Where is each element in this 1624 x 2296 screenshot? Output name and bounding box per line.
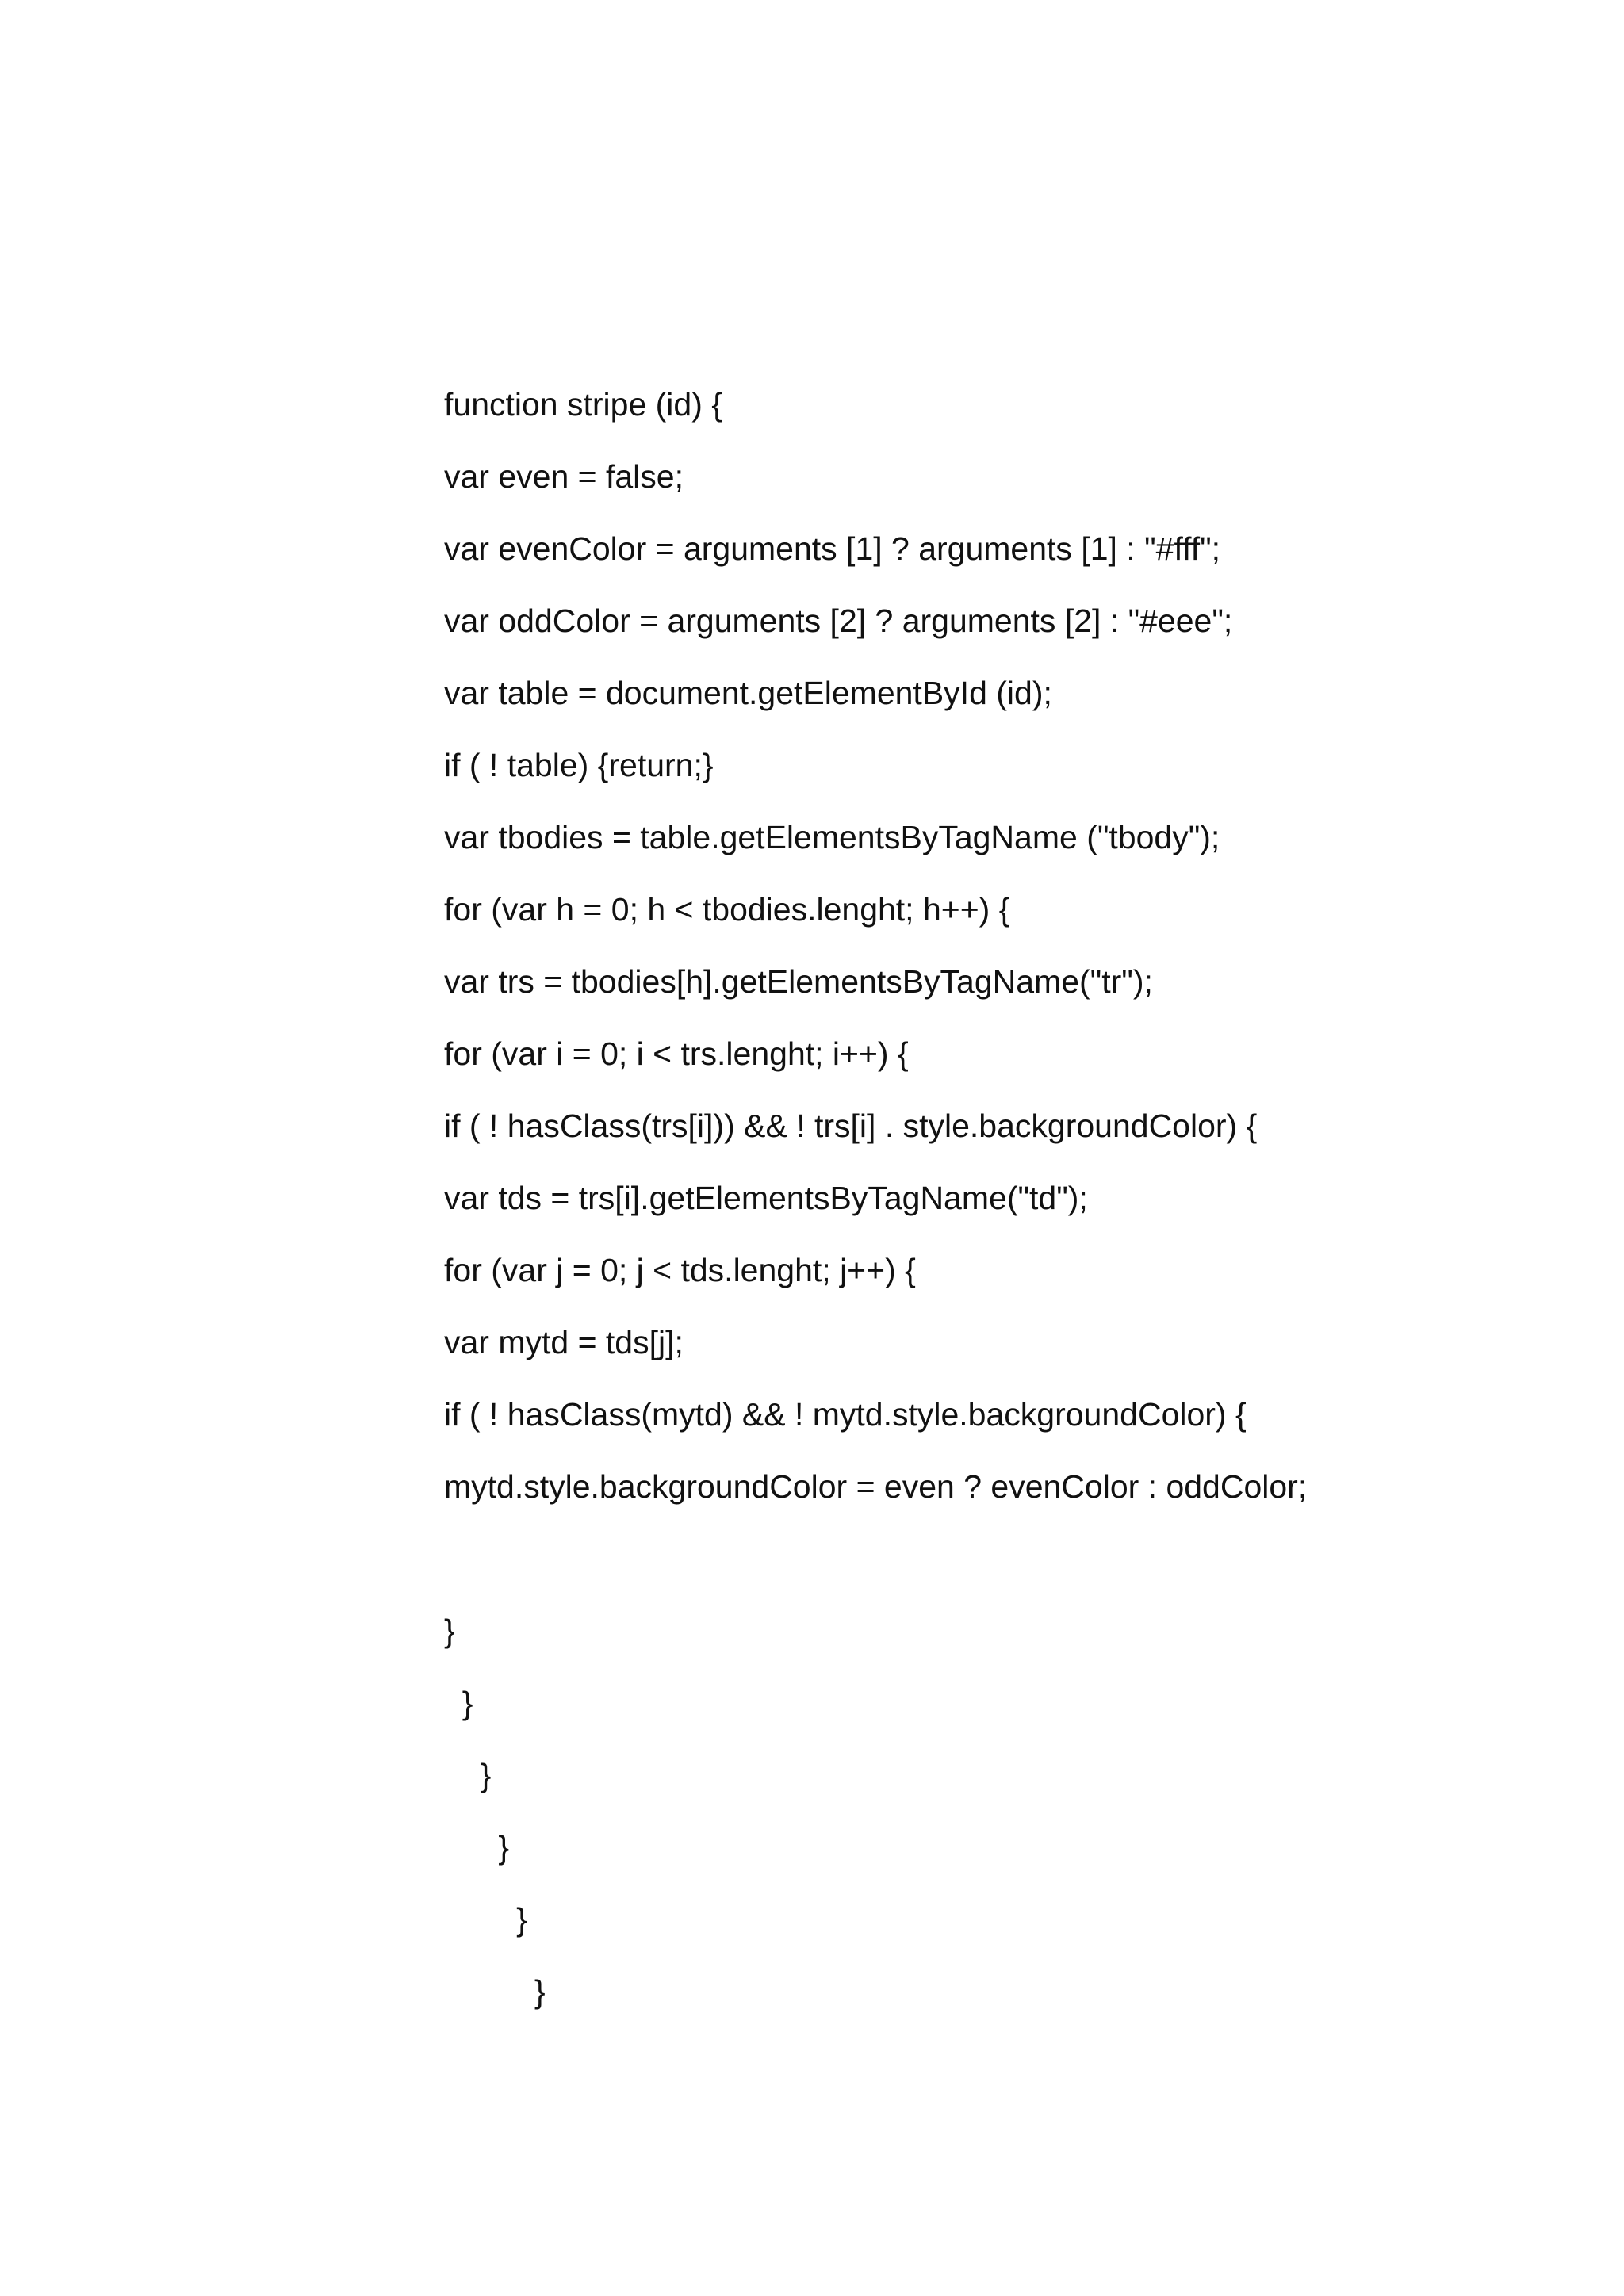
code-line: var oddColor = arguments [2] ? arguments [2] : "#eee"; [444,603,1233,639]
code-line: for (var h = 0; h < tbodies.lenght; h++) { [444,891,1010,928]
closing-brace-line: } [444,1829,510,1866]
code-line: var even = false; [444,458,684,495]
code-line: for (var j = 0; j < tds.lenght; j++) { [444,1252,916,1288]
closing-brace-line: } [444,1757,492,1793]
closing-brace-line: } [444,1901,527,1938]
code-line: var tbodies = table.getElementsByTagName ("tbody"); [444,819,1220,855]
code-line: var tds = trs[i].getElementsByTagName("td"); [444,1180,1088,1216]
code-line: var mytd = tds[j]; [444,1324,684,1360]
code-line: if ( ! table) {return;} [444,747,714,783]
code-line: if ( ! hasClass(mytd) && ! mytd.style.backgroundColor) { [444,1396,1247,1433]
code-listing [444,381,1475,2040]
closing-brace-line: } [444,1973,546,2010]
closing-brace-line: } [444,1613,455,1649]
code-line: function stripe (id) { [444,386,722,423]
closing-brace-line: } [444,1685,473,1721]
code-line: mytd.style.backgroundColor = even ? evenColor : oddColor; [444,1468,1308,1505]
code-line: var trs = tbodies[h].getElementsByTagName("tr"); [444,963,1153,1000]
code-line: var evenColor = arguments [1] ? arguments [1] : "#fff"; [444,530,1221,567]
code-line: if ( ! hasClass(trs[i])) && ! trs[i] . style.backgroundColor) { [444,1108,1258,1144]
code-line: for (var i = 0; i < trs.lenght; i++) { [444,1035,909,1072]
code-line: var table = document.getElementById (id); [444,675,1052,711]
blank-line [444,1535,1475,1607]
